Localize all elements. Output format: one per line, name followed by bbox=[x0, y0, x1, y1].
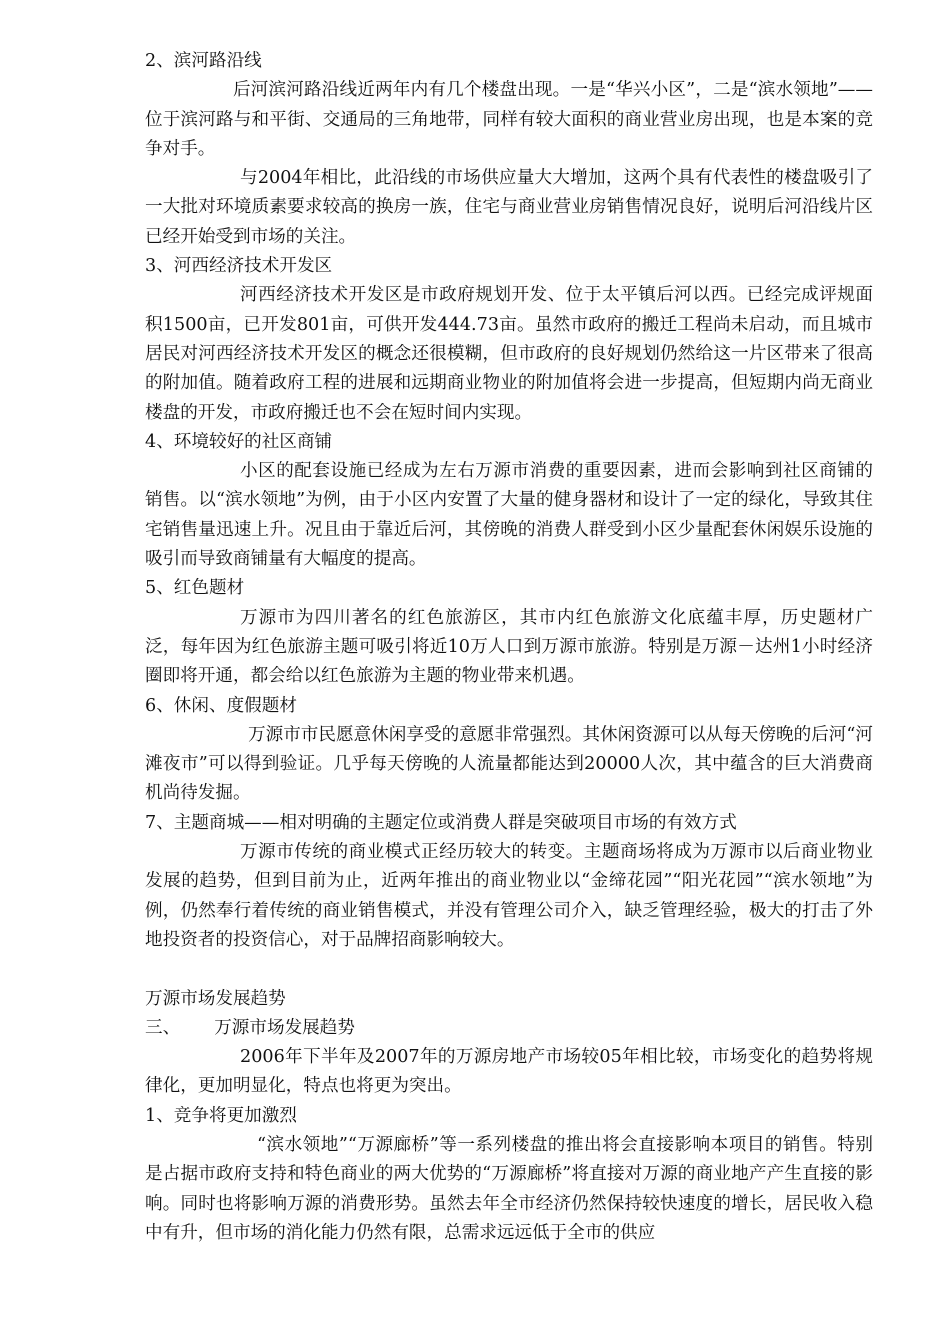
chapter-heading bbox=[145, 1014, 873, 1043]
document-body bbox=[145, 47, 873, 1248]
section-heading: 4、环境较好的社区商铺 bbox=[145, 431, 333, 452]
section-heading: 5、红色题材 bbox=[145, 578, 245, 599]
paragraph: 与2004年相比，此沿线的市场供应量大大增加，这两个具有代表性的楼盘吸引了一大批对环境质素要求较高的换房一族，住宅与商业营业房销售情况良好，说明后河沿线片区已经开始受到市场的关注。 bbox=[145, 168, 873, 247]
section-heading: 2、滨河路沿线 bbox=[145, 51, 262, 71]
paragraph: “滨水领地”“万源廊桥”等一系列楼盘的推出将会直接影响本项目的销售。特别是占据市政府支持和特色商业的两大优势的“万源廊桥”将直接对万源的商业地产产生直接的影响。同时也将影响万源的消费形势。虽然去年全市经济仍然保持较快速度的增长，居民收入稳中有升，但市场的消化能力仍然有限，总需求远远低于全市的供应 bbox=[145, 1134, 873, 1243]
paragraph: 河西经济技术开发区是市政府规划开发、位于太平镇后河以西。已经完成评规面积1500亩，已开发801亩，可供开发444.73亩。虽然市政府的搬迁工程尚未启动，而且城市居民对河西经济技术开发区的概念还很模糊，但市政府的良好规划仍然给这一片区带来了很高的附加值。随着政府工程的进展和远期商业物业的附加值将会进一步提高，但短期内尚无商业楼盘的开发，市政府搬迁也不会在短时间内实现。 bbox=[145, 285, 873, 423]
paragraph: 万源市为四川著名的红色旅游区，其市内红色旅游文化底蕴丰厚，历史题材广泛，每年因为红色旅游主题可吸引将近10万人口到万源市旅游。特别是万源－达州1小时经济圈即将开通，都会给以红色旅游为主题的物业带来机遇。 bbox=[145, 607, 873, 687]
paragraph: 后河滨河路沿线近两年内有几个楼盘出现。一是“华兴小区”，二是“滨水领地”——位于滨河路与和平街、交通局的三角地带，同样有较大面积的商业营业房出现，也是本案的竞争对手。 bbox=[145, 80, 873, 159]
paragraph: 小区的配套设施已经成为左右万源市消费的重要因素，进而会影响到社区商铺的销售。以“滨水领地”为例，由于小区内安置了大量的健身器材和设计了一定的绿化，导致其住宅销售量迅速上升。况且由于靠近后河，其傍晚的消费人群受到小区少量配套休闲娱乐设施的吸引而导致商铺量有大幅度的提高。 bbox=[145, 461, 873, 570]
paragraph: 万源市市民愿意休闲享受的意愿非常强烈。其休闲资源可以从每天傍晚的后河“河滩夜市”可以得到验证。几乎每天傍晚的人流量都能达到20000人次，其中蕴含的巨大消费商机尚待发掘。 bbox=[145, 724, 873, 804]
section-heading: 6、休闲、度假题材 bbox=[145, 695, 297, 716]
paragraph: 万源市传统的商业模式正经历较大的转变。主题商场将成为万源市以后商业物业发展的趋势，但到目前为止，近两年推出的商业物业以“金缔花园”“阳光花园”“滨水领地”为例，仍然奉行着传统的商业销售模式，并没有管理公司介入，缺乏管理经验，极大的打击了外地投资者的投资信心，对于品牌招商影响较大。 bbox=[145, 842, 873, 950]
market-title: 万源市场发展趋势 bbox=[145, 988, 286, 1009]
chapter-number: 三、 bbox=[145, 1017, 181, 1038]
section-heading: 7、主题商城——相对明确的主题定位或消费人群是突破项目市场的有效方式 bbox=[145, 812, 737, 833]
section-heading: 1、竞争将更加激烈 bbox=[145, 1105, 297, 1126]
chapter-title: 万源市场发展趋势 bbox=[214, 1017, 355, 1038]
paragraph: 2006年下半年及2007年的万源房地产市场较05年相比较，市场变化的趋势将规律化，更加明显化，特点也将更为突出。 bbox=[145, 1047, 873, 1097]
section-heading: 3、河西经济技术开发区 bbox=[145, 256, 333, 277]
blank-line bbox=[145, 955, 873, 984]
